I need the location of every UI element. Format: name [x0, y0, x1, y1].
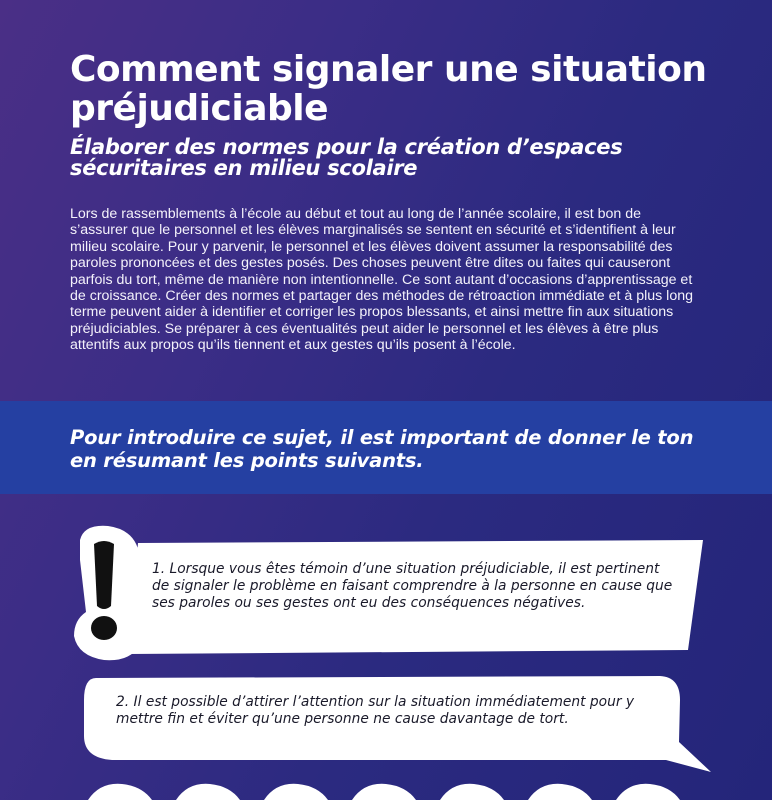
- intro-paragraph: Lors de rassemblements à l’école au début et tout au long de l’année scolaire, il est bon de s’assurer que le personnel et les élèves marginalisés se sentent en sécurité et s’identifient à leur milieu scolaire. Pour y parvenir, le personnel et les élèves doivent assumer la responsabilité des paroles prononcées et des gestes posés. Des choses peuvent être dites ou faites qui causeront parfois du tort, même de manière non intentionnelle. Ce sont autant d’occasions d’apprentissage et de croissance. Créer des normes et partager des méthodes de rétroaction immédiate et à plus long terme peuvent aider à identifier et corriger les propos blessants, et ainsi mettre fin aux situations préjudiciables. Se préparer à ces éventualités peut aider le personnel et les élèves à être plus attentifs aux propos qu’ils tiennent et aux gestes qu’ils posent à l’école.: [70, 206, 694, 354]
- page-subtitle: Élaborer des normes pour la création d’espaces sécuritaires en milieu scolaire: [70, 135, 623, 180]
- wave-decoration: [0, 770, 772, 800]
- page-title: Comment signaler une situation préjudiciable: [70, 49, 707, 129]
- point-2-text: 2. Il est possible d’attirer l’attention sur la situation immédiatement pour y mettre fin et éviter qu’une personne ne cause davantage de tort.: [116, 694, 635, 727]
- band-text: Pour introduire ce sujet, il est important de donner le ton en résumant les points suivants.: [70, 426, 694, 472]
- exclamation-icon: [84, 538, 124, 648]
- point-1-text: 1. Lorsque vous êtes témoin d’une situation préjudiciable, il est pertinent de signaler le problème en faisant comprendre à la personne en cause que ses paroles ou ses gestes ont eu des conséquences négatives.: [152, 561, 673, 611]
